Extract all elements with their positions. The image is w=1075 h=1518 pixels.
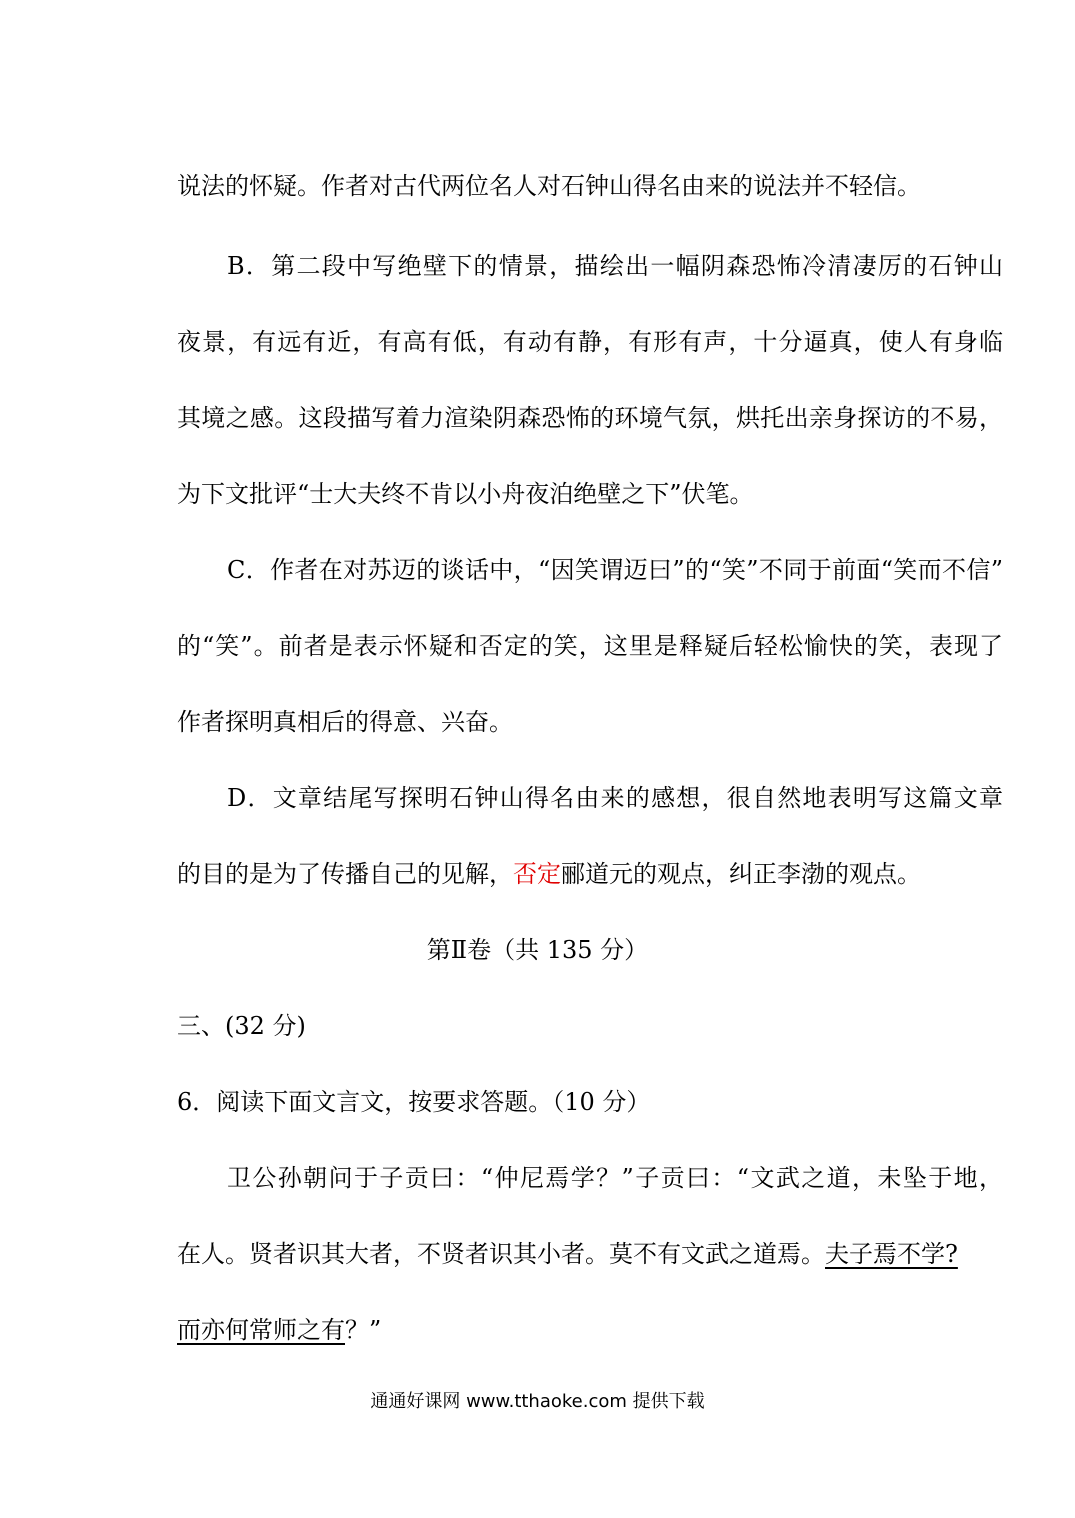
option-b-line-1: B．第二段中写绝壁下的情景，描绘出一幅阴森恐怖冷清凄厉的石钟山 [227,252,1003,280]
underlined-sentence-2: 而亦何常师之有 [177,1316,345,1344]
option-b-line-2: 夜景，有远有近，有高有低，有动有静，有形有声，十分逼真，使人有身临 [177,328,1003,356]
option-d-text-a: 的目的是为了传播自己的见解， [177,860,513,888]
option-b-line-4: 为下文批评“士大夫终不肯以小舟夜泊绝壁之下”伏笔。 [177,480,754,508]
option-d-line-1: D．文章结尾写探明石钟山得名由来的感想，很自然地表明写这篇文章 [227,784,1003,812]
passage-text: 在人。贤者识其大者，不贤者识其小者。莫不有文武之道焉。 [177,1240,825,1268]
option-c-line-3: 作者探明真相后的得意、兴奋。 [177,708,513,736]
section-title: 第Ⅱ卷（共 135 分） [426,936,649,964]
passage-line-1: 卫公孙朝问于子贡曰：“仲尼焉学？”子贡曰：“文武之道，未坠于地， [227,1164,1003,1192]
option-d-line-2 [177,858,1003,890]
option-c-line-1: C．作者在对苏迈的谈话中，“因笑谓迈曰”的“笑”不同于前面“笑而不信” [227,556,1003,584]
part-three-heading: 三、(32 分) [177,1012,306,1040]
option-b-line-3: 其境之感。这段描写着力渲染阴森恐怖的环境气氛，烘托出亲身探访的不易， [177,404,1003,432]
option-d-text-b: 郦道元的观点，纠正李渤的观点。 [561,860,921,888]
passage-line-3 [177,1314,1003,1346]
passage-closing: ？” [345,1316,382,1344]
passage-line-2 [177,1238,1003,1270]
paragraph-line-1: 说法的怀疑。作者对古代两位名人对石钟山得名由来的说法并不轻信。 [177,172,921,200]
underlined-sentence-1: 夫子焉不学? [825,1240,958,1268]
footer-credit: 通通好课网 www.tthaoke.com 提供下载 [370,1391,705,1412]
question-6: 6．阅读下面文言文，按要求答题。（10 分） [177,1088,651,1116]
option-c-line-2: 的“笑”。前者是表示怀疑和否定的笑，这里是释疑后轻松愉快的笑，表现了 [177,632,1003,660]
highlighted-word: 否定 [513,860,561,888]
